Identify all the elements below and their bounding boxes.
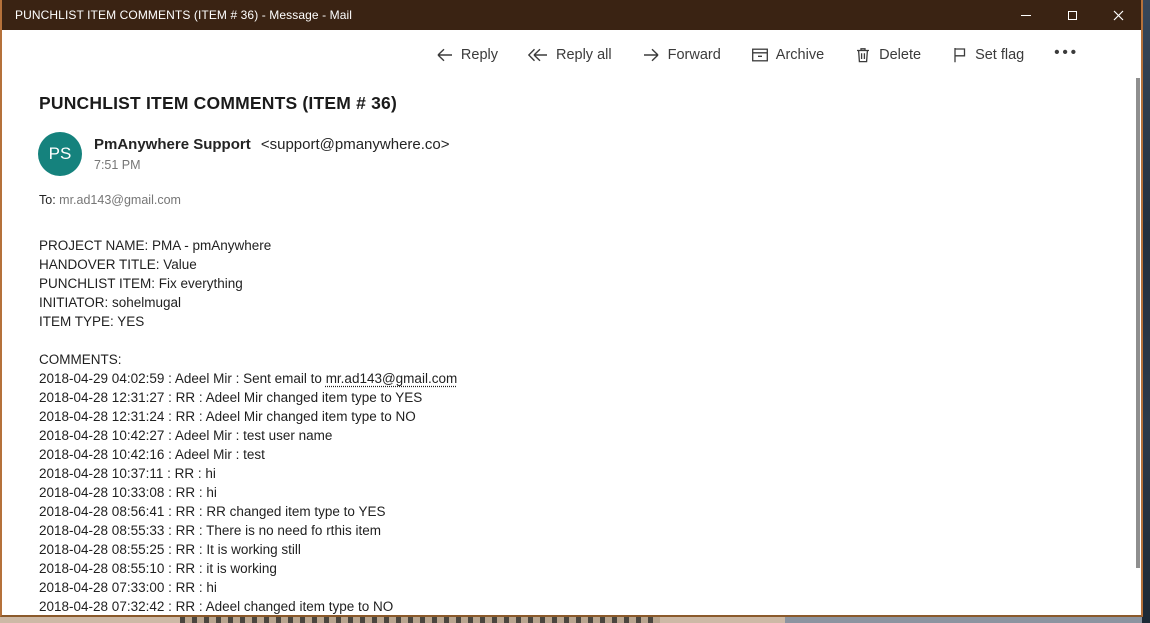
comment-line: 2018-04-28 08:55:25 : RR : It is working still	[39, 542, 301, 557]
trash-icon	[854, 46, 872, 64]
sliver-segment	[0, 617, 180, 623]
comment-line: 2018-04-28 08:55:10 : RR : it is working	[39, 561, 277, 576]
message-toolbar	[435, 41, 1079, 69]
comment-line: 2018-04-28 10:37:11 : RR : hi	[39, 466, 216, 481]
body-line: PROJECT NAME: PMA - pmAnywhere	[39, 238, 272, 253]
body-line: PUNCHLIST ITEM: Fix everything	[39, 276, 243, 291]
minimize-button[interactable]	[1003, 0, 1049, 30]
message-body	[39, 236, 1099, 616]
archive-icon	[751, 46, 769, 64]
reply-button[interactable]	[435, 46, 498, 64]
maximize-button[interactable]	[1049, 0, 1095, 30]
avatar-initials: PS	[48, 144, 72, 163]
reply-all-button[interactable]	[528, 46, 612, 64]
to-label: To:	[39, 193, 56, 207]
sliver-segment	[785, 617, 1142, 623]
comment-line	[39, 369, 1099, 388]
comment-line: 2018-04-28 12:31:24 : RR : Adeel Mir changed item type to NO	[39, 409, 416, 424]
message-subject: PUNCHLIST ITEM COMMENTS (ITEM # 36)	[39, 93, 397, 113]
more-options-button[interactable]	[1054, 44, 1079, 67]
comment-line: 2018-04-28 10:42:27 : Adeel Mir : test user name	[39, 428, 333, 443]
delete-button[interactable]	[854, 46, 921, 64]
close-icon	[1113, 10, 1124, 21]
email-link[interactable]: mr.ad143@gmail.com	[325, 371, 458, 386]
comment-line: 2018-04-28 10:42:16 : Adeel Mir : test	[39, 447, 265, 462]
blank-line	[39, 331, 1099, 350]
flag-icon	[951, 46, 968, 64]
to-recipient: mr.ad143@gmail.com	[59, 193, 181, 207]
sliver-segment	[180, 617, 660, 623]
comment-line: 2018-04-28 07:32:42 : RR : Adeel changed item type to NO	[39, 599, 394, 614]
body-line: ITEM TYPE: YES	[39, 314, 145, 329]
sender-email: <support@pmanywhere.co>	[260, 136, 450, 153]
body-line: INITIATOR: sohelmugal	[39, 295, 182, 310]
comment-line: 2018-04-28 10:33:08 : RR : hi	[39, 485, 217, 500]
reply-all-arrow-icon	[528, 46, 549, 64]
body-line: HANDOVER TITLE: Value	[39, 257, 197, 272]
to-line	[39, 193, 181, 207]
window-title: PUNCHLIST ITEM COMMENTS (ITEM # 36) - Message - Mail	[15, 8, 353, 22]
background-window-sliver	[0, 617, 1142, 623]
scrollbar-thumb[interactable]	[1136, 78, 1140, 568]
message-time: 7:51 PM	[94, 158, 141, 172]
more-options-icon: •••	[1054, 43, 1079, 61]
set-flag-button[interactable]	[951, 46, 1024, 64]
sliver-segment	[660, 617, 785, 623]
maximize-icon	[1068, 11, 1077, 20]
comments-heading: COMMENTS:	[39, 352, 122, 367]
sender-avatar[interactable]	[38, 132, 82, 176]
reply-label: Reply	[460, 47, 498, 63]
comment-line: 2018-04-28 08:56:41 : RR : RR changed item type to YES	[39, 504, 386, 519]
set-flag-label: Set flag	[975, 47, 1025, 63]
archive-button[interactable]	[751, 46, 824, 64]
forward-arrow-icon	[642, 46, 661, 64]
forward-button[interactable]	[642, 46, 721, 64]
sender-row	[94, 136, 450, 153]
close-button[interactable]	[1095, 0, 1141, 30]
reply-arrow-icon	[435, 46, 454, 64]
delete-label: Delete	[879, 47, 922, 63]
window-controls	[1003, 0, 1141, 30]
reply-all-label: Reply all	[555, 47, 612, 63]
archive-label: Archive	[775, 47, 825, 63]
comment-line: 2018-04-28 08:55:33 : RR : There is no need fo rthis item	[39, 523, 381, 538]
sender-name: PmAnywhere Support	[94, 136, 251, 153]
forward-label: Forward	[667, 47, 721, 63]
comment-line: 2018-04-28 07:33:00 : RR : hi	[39, 580, 217, 595]
titlebar[interactable]	[2, 0, 1141, 30]
comment-text: 2018-04-29 04:02:59 : Adeel Mir : Sent email to	[39, 371, 326, 386]
minimize-icon	[1021, 15, 1031, 16]
comment-line: 2018-04-28 12:31:27 : RR : Adeel Mir changed item type to YES	[39, 390, 423, 405]
